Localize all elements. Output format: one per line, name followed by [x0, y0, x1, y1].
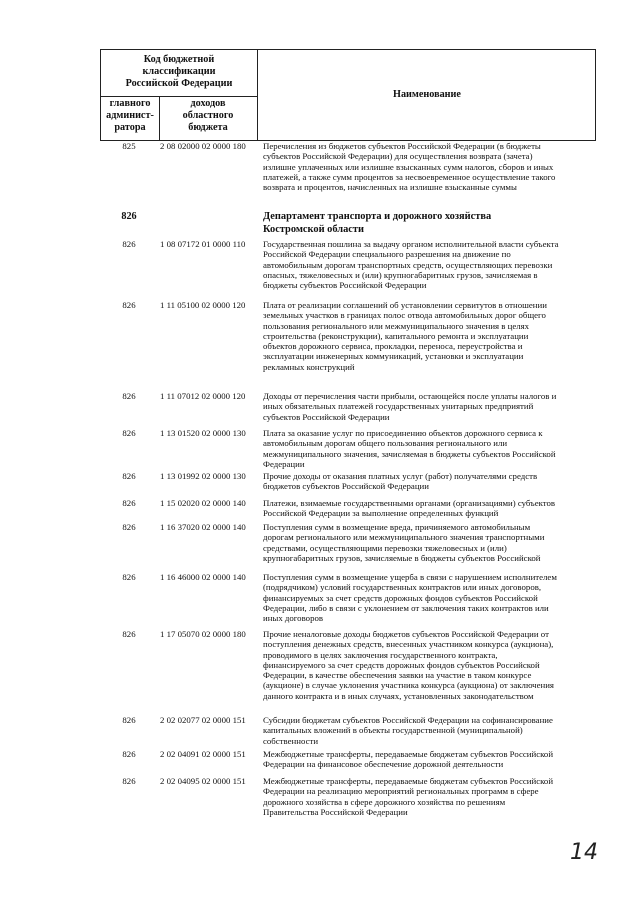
description-line: финансируемого за счет средств дорожных фондов субъектов Российской [263, 659, 540, 670]
description-line: Федерации на финансовое обеспечение дорожной деятельности [263, 759, 504, 770]
income-code: 1 16 37020 02 0000 140 [160, 522, 246, 532]
row-description [263, 471, 596, 492]
description-line: проводимого в целях заключения государственного контракта, [263, 649, 498, 660]
header-col-admin [101, 98, 159, 134]
admin-code: 825 [122, 141, 136, 151]
admin-code: 826 [122, 428, 136, 438]
admin-code: 826 [122, 239, 136, 249]
description-line: дорогам регионального или межмуниципального значения транспортными [263, 532, 545, 543]
description-line: рекламных конструкций [263, 361, 355, 372]
description-line: излишне уплаченных или излишне взысканных сумм налогов, сборов и иных [263, 161, 554, 172]
description-line: автомобильным дорогам транспортных средств, осуществляющих перевозки [263, 259, 553, 270]
header-col-admin-line: админист- [106, 110, 154, 121]
admin-code: 826 [122, 300, 136, 310]
description-line: Межбюджетные трансферты, передаваемые бюджетам субъектов Российской [263, 776, 554, 786]
income-code: 1 08 07172 01 0000 110 [160, 239, 246, 249]
row-description [263, 572, 596, 623]
admin-code: 826 [122, 572, 136, 582]
income-code: 1 11 07012 02 0000 120 [160, 391, 246, 401]
admin-code: 826 [122, 498, 136, 508]
income-code: 1 16 46000 02 0000 140 [160, 572, 246, 582]
row-description [263, 629, 596, 701]
description-line: Платежи, взимаемые государственными органами (организациями) субъектов [263, 498, 556, 508]
description-line: крупногабаритных грузов, зачисляемые в бюджеты субъектов Российской [263, 552, 541, 563]
description-line: Прочие доходы от оказания платных услуг (работ) получателями средств [263, 471, 538, 481]
description-line: Межбюджетные трансферты, передаваемые бюджетам субъектов Российской [263, 749, 554, 759]
header-group-title [101, 54, 257, 90]
admin-code: 826 [122, 749, 136, 759]
admin-code: 826 [122, 522, 136, 532]
income-code: 2 08 02000 02 0000 180 [160, 141, 246, 151]
description-line: бюджеты субъектов Российской Федерации [263, 280, 427, 291]
description-line: возврата и процентов, начисленных на излишне взысканные суммы [263, 182, 517, 193]
row-description [263, 776, 596, 817]
description-line: Российской Федерации за выполнение определенных функций [263, 508, 499, 519]
header-col-income-line: бюджета [188, 122, 228, 133]
page-number: 14 [570, 840, 598, 865]
description-line: субъектов Российской Федерации [263, 411, 390, 422]
description-line: строительства (реконструкции), капитального ремонта и эксплуатации [263, 330, 529, 341]
header-col-income [159, 98, 257, 134]
department-name [263, 211, 596, 236]
row-description [263, 522, 596, 563]
admin-code: 826 [122, 391, 136, 401]
description-line: межмуниципального значения, зачисляемая в бюджеты субъектов Российской [263, 448, 556, 459]
description-line: средствами, осуществляющими перевозки тяжеловесных и (или) [263, 542, 507, 553]
header-group-title-line: Код бюджетной [143, 54, 215, 65]
description-line: Федерации на реализацию мероприятий региональных программ в сфере [263, 786, 539, 797]
description-line: Поступления сумм в возмещение вреда, причиняемого автомобильным [263, 522, 531, 532]
description-line: капитальных вложений в объекты государственной (муниципальной) [263, 725, 523, 736]
income-code: 2 02 04091 02 0000 151 [160, 749, 246, 759]
header-col-income-line: областного [182, 110, 234, 121]
header-group-title-line: классификации [142, 66, 216, 77]
header-col-name: Наименование [393, 89, 461, 100]
description-line: Прочие неналоговые доходы бюджетов субъектов Российской Федерации от [263, 629, 549, 639]
description-line: Российской Федерации специального разрешения на движение по [263, 249, 511, 260]
description-line: платежей, а также сумм процентов за несвоевременное осуществление такого [263, 171, 556, 182]
description-line: Федерации, либо в связи с уклонением от заключения таких контрактов или [263, 602, 549, 613]
description-line: Департамент транспорта и дорожного хозяйства [263, 211, 492, 222]
admin-code: 826 [121, 211, 137, 222]
table-header [100, 49, 596, 141]
description-line: Плата за оказание услуг по присоединению объектов дорожного сервиса к [263, 428, 543, 438]
admin-code: 826 [122, 715, 136, 725]
header-col-income-line: доходов [190, 98, 226, 109]
description-line: земельных участков в границах полос отвода автомобильных дорог общего [263, 310, 546, 321]
description-line: собственности [263, 735, 319, 746]
income-code: 2 02 04095 02 0000 151 [160, 776, 246, 786]
header-col-admin-line: главного [109, 98, 151, 109]
row-description [263, 239, 596, 290]
description-line: Поступления сумм в возмещение ущерба в связи с нарушением исполнителем [263, 572, 557, 582]
description-line: финансируемых за счет средств дорожных фондов субъектов Российской [263, 592, 538, 603]
description-line: дорожного хозяйства в сфере дорожного хозяйства по решениям [263, 796, 506, 807]
row-description [263, 300, 596, 372]
description-line: Плата от реализации соглашений об установлении сервитутов в отношении [263, 300, 547, 310]
description-line: Субсидии бюджетам субъектов Российской Федерации на софинансирование [263, 715, 553, 725]
description-line: данного контракта и в иных случаях, установленных законодательством [263, 690, 534, 701]
description-line: пользования регионального или межмуниципального значения в целях [263, 320, 530, 331]
row-description [263, 141, 596, 192]
description-line: субъектов Российской Федерации) для осуществления возврата (зачета) [263, 151, 533, 162]
row-description [263, 428, 596, 469]
description-line: опасных, тяжеловесных и (или) крупногабаритных грузов, зачисляемая в [263, 269, 538, 280]
description-line: поступления денежных средств, внесенных участником конкурса (аукциона), [263, 639, 554, 650]
income-code: 1 17 05070 02 0000 180 [160, 629, 246, 639]
description-line: иных обязательных платежей государственных унитарных предприятий [263, 401, 534, 412]
description-line: эксплуатации инженерных коммуникаций, установки и эксплуатации [263, 351, 524, 362]
admin-code: 826 [122, 776, 136, 786]
description-line: (аукционе) в случае уклонения участника конкурса (аукциона) от заключения [263, 680, 554, 691]
description-line: объектов дорожного сервиса, прокладки, переноса, переустройства и [263, 341, 523, 352]
description-line: (подрядчиком) условий государственных контрактов или иных договоров, [263, 582, 542, 593]
header-group-title-line: Российской Федерации [125, 78, 233, 89]
income-code: 1 13 01520 02 0000 130 [160, 428, 246, 438]
row-description [263, 391, 596, 422]
admin-code: 826 [122, 629, 136, 639]
description-line: бюджетов субъектов Российской Федерации [263, 481, 429, 492]
row-description [263, 749, 596, 770]
description-line: Федерации, в качестве обеспечения заявки на участие в таком конкурсе [263, 670, 532, 681]
row-description [263, 498, 596, 519]
row-description [263, 715, 596, 746]
income-code: 1 13 01992 02 0000 130 [160, 471, 246, 481]
income-code: 2 02 02077 02 0000 151 [160, 715, 246, 725]
admin-code: 826 [122, 471, 136, 481]
header-col-admin-line: ратора [114, 122, 146, 133]
description-line: Федерации [263, 458, 305, 469]
income-code: 1 11 05100 02 0000 120 [160, 300, 246, 310]
description-line: Перечисления из бюджетов субъектов Российской Федерации (в бюджеты [263, 141, 541, 151]
income-code: 1 15 02020 02 0000 140 [160, 498, 246, 508]
description-line: автомобильным дорогам общего пользования регионального или [263, 438, 508, 449]
description-line: Правительства Российской Федерации [263, 806, 408, 817]
description-line: Государственная пошлина за выдачу органом исполнительной власти субъекта [263, 239, 559, 249]
description-line: Костромской области [263, 223, 365, 235]
header-divider-horizontal [101, 96, 257, 97]
description-line: иных договоров [263, 613, 324, 624]
description-line: Доходы от перечисления части прибыли, остающейся после уплаты налогов и [263, 391, 557, 401]
